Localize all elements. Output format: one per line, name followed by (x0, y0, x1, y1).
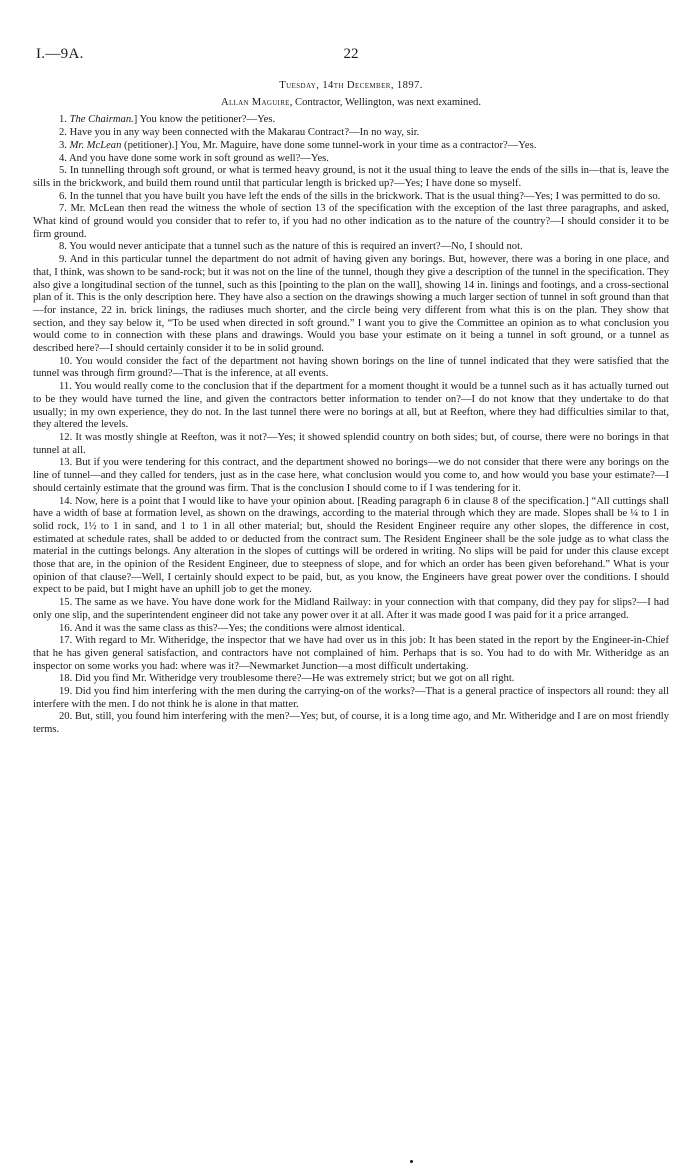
evidence-paragraph (33, 241, 669, 254)
paragraph-text: In tunnelling through soft ground, or what is termed heavy ground, is not it the usual thing to leave the ends of the sills in—that is, leave the sills in the brickwork, and build them round until that particular length is bricked up?—Yes; I have done so myself. (33, 165, 669, 189)
paragraph-number: 3. (59, 139, 67, 151)
speaker-suffix: (petitioner).] (121, 139, 178, 151)
paragraph-number: 14. (59, 495, 73, 507)
paragraph-number: 6. (59, 190, 67, 202)
page-header (36, 46, 666, 68)
paragraph-text: And it was the same class as this?—Yes; the conditions were almost identical. (74, 622, 405, 634)
paragraph-number: 16. (59, 622, 73, 634)
session-date: Tuesday, 14th December, 1897. (279, 80, 423, 91)
paragraph-text: Have you in any way been connected with the Makarau Contract?—In no way, sir. (69, 127, 420, 139)
paragraph-text: You, Mr. Maguire, have done some tunnel-work in your time as a contractor?—Yes. (177, 139, 537, 151)
evidence-paragraph (33, 381, 669, 432)
paragraph-number: 11. (59, 381, 72, 393)
evidence-paragraph (33, 686, 669, 711)
paragraph-number: 4. (59, 152, 67, 164)
paragraph-number: 1. (59, 114, 67, 126)
paragraph-text: Did you find him interfering with the men during the carrying-on of the works?—That is a general practice of inspectors all round: they all interfere with the men. I do not think he is alone in that matter. (33, 686, 669, 710)
evidence-paragraph (33, 711, 669, 736)
paragraph-number: 9. (59, 254, 67, 266)
paragraph-text: You would really come to the conclusion that if the department for a moment thought it would be a tunnel such as it has actually turned out to be they would have turned the line, and given the contractors better information to tender on?—I do not know that they undertake to do that usually; in my own experience, they do not. In the last tunnel there were no borings at all, but at Reefton, where they had difficulties similar to that, they altered the levels. (33, 381, 669, 431)
paragraph-number: 10. (59, 355, 73, 367)
paragraph-number: 8. (59, 241, 67, 253)
evidence-paragraph (33, 356, 669, 381)
evidence-paragraph (33, 432, 669, 457)
witness-intro-text: , Contractor, Wellington, was next examined. (289, 96, 481, 108)
page-number: 22 (343, 46, 359, 62)
speaker-suffix: ] (133, 114, 138, 126)
question-answer-list (33, 114, 669, 736)
paragraph-number: 7. (59, 203, 67, 215)
witness-introduction (33, 97, 669, 110)
page-footer-dot (410, 1160, 413, 1163)
evidence-paragraph (33, 191, 669, 204)
paragraph-number: 17. (59, 635, 73, 647)
paragraph-number: 13. (59, 457, 73, 469)
paragraph-text: The same as we have. You have done work for the Midland Railway: in your connection with that company, did they pay for slips?—I had only one slip, and the superintendent engineer did not take any power over it at all. After it was made good I was paid for it a price arranged. (33, 597, 669, 621)
paragraph-number: 19. (59, 686, 73, 698)
evidence-paragraph (33, 623, 669, 636)
paragraph-text: Now, here is a point that I would like to have your opinion about. [Reading paragraph 6 in clause 8 of the specification.] “All cuttings shall have a width of base at formation level, as shown on the drawings, according to the material through which they are made. Slopes shall be ¼ to 1 in solid rock, 1½ to 1 in sand, and 1 to 1 in all other material; but, should the Resident Engineer require any other slopes, the difference in cost, estimated at schedule rates, shall be added to or deducted from the contract sum. The Resident Engineer shall be the sole judge as to what class the material in the cuttings belongs. Any alteration in the slopes of cuttings will be ordered in writing. No slips will be paid for under this clause except those that are, in the opinion of the Resident Engineer, due to steepness of slope, and for which an order has been given beforehand.” What is your opinion of that clause?—Well, I certainly should expect to be paid, but, as you know, the Engineers have great power over the conditions. I should expect to be paid, but I might have an uphill job to get the money. (33, 495, 669, 596)
paragraph-number: 15. (59, 597, 73, 609)
paragraph-number: 12. (59, 431, 73, 443)
parliamentary-paper-reference: I.—9A. (36, 46, 84, 62)
speaker-name: The Chairman. (69, 114, 134, 126)
paragraph-number: 20. (59, 711, 73, 723)
paragraph-number: 5. (59, 165, 67, 177)
evidence-paragraph (33, 165, 669, 190)
evidence-paragraph (33, 153, 669, 166)
evidence-paragraph (33, 254, 669, 356)
paragraph-text: You know the petitioner?—Yes. (137, 114, 276, 126)
evidence-paragraph (33, 597, 669, 622)
paragraph-text: You would never anticipate that a tunnel such as the nature of this is required an invert?—No, I should not. (69, 241, 523, 253)
paragraph-number: 18. (59, 673, 73, 685)
evidence-paragraph (33, 140, 669, 153)
evidence-paragraph (33, 635, 669, 673)
paragraph-text: With regard to Mr. Witheridge, the inspector that we have had over us in this job: It has been stated in the report by the Engineer-in-Chief that he has given general satisfaction, and contractors have not complained of him. Perhaps that is so. You had to do with Mr. Witheridge as an inspector on some works you had: where was it?—Newmarket Junction—a most difficult undertaking. (33, 635, 669, 672)
paragraph-text: And in this particular tunnel the department do not admit of having given any borings. But, however, there was a boring in one place, and that, I think, was shown to be sand-rock; but it was not on the line of the tunnel, though they give a description of the tunnel in the specification. They also give a longitudinal section of the tunnel, such as this [pointing to the plan on the wall], showing 14 in. linings and footings, and a cross-sectional plan of it. This is the only description here. They have also a section on the drawings showing a much larger section of tunnel in soft ground than that—for instance, 22 in. brick linings, the radiuses much shorter, and the circle being very different from what this is on the plan. They show that section, and they say below it, “To be used when directed in soft ground.” I want you to give the Committee an opinion as to what conclusion you would come to in connection with these plans and drawings. Would you base your estimate on it being a tunnel in soft ground, or a tunnel as described here?—I should certainly consider it to be in solid ground. (33, 254, 669, 355)
evidence-paragraph (33, 496, 669, 598)
witness-name: Allan Maguire (221, 96, 290, 108)
paragraph-text: Mr. McLean then read the witness the whole of section 13 of the specification with the exception of the last three paragraphs, and asked, What kind of ground would you consider that to refer to, if you had no other indication as to the nature of the country?—I should consider it to be firm ground. (33, 203, 669, 240)
evidence-paragraph (33, 673, 669, 686)
speaker-name: Mr. McLean (69, 139, 122, 151)
evidence-paragraph (33, 457, 669, 495)
paragraph-text: But, still, you found him interfering with the men?—Yes; but, of course, it is a long time ago, and Mr. Witheridge and I are on most friendly terms. (33, 711, 669, 736)
paragraph-text: You would consider the fact of the department not having shown borings on the line of tunnel indicated that they were satisfied that the tunnel was through firm ground?—That is the inference, at all events. (33, 355, 669, 380)
evidence-paragraph (33, 114, 669, 127)
paragraph-text: Did you find Mr. Witheridge very troublesome there?—He was extremely strict; but we got on all right. (74, 673, 515, 685)
evidence-paragraph (33, 203, 669, 241)
paragraph-text: In the tunnel that you have built you have left the ends of the sills in the brickwork. That is the usual thing?—Yes; I was permitted to do so. (69, 190, 661, 202)
paragraph-number: 2. (59, 127, 67, 139)
paragraph-text: It was mostly shingle at Reefton, was it not?—Yes; it showed splendid country on both sides; but, of course, there were no borings in that tunnel at all. (33, 431, 669, 456)
evidence-body (33, 80, 669, 737)
paragraph-text: But if you were tendering for this contract, and the department showed no borings—we do not consider that there were any borings on the line of tunnel—and they called for tenders, just as in the case here, what conclusion would you come to, and how would you base your estimate?—I should certainly estimate that the ground was firm. That is the conclusion I should come to if I was tendering for it. (33, 457, 669, 494)
evidence-paragraph (33, 127, 669, 140)
paragraph-text: And you have done some work in soft ground as well?—Yes. (69, 152, 329, 164)
